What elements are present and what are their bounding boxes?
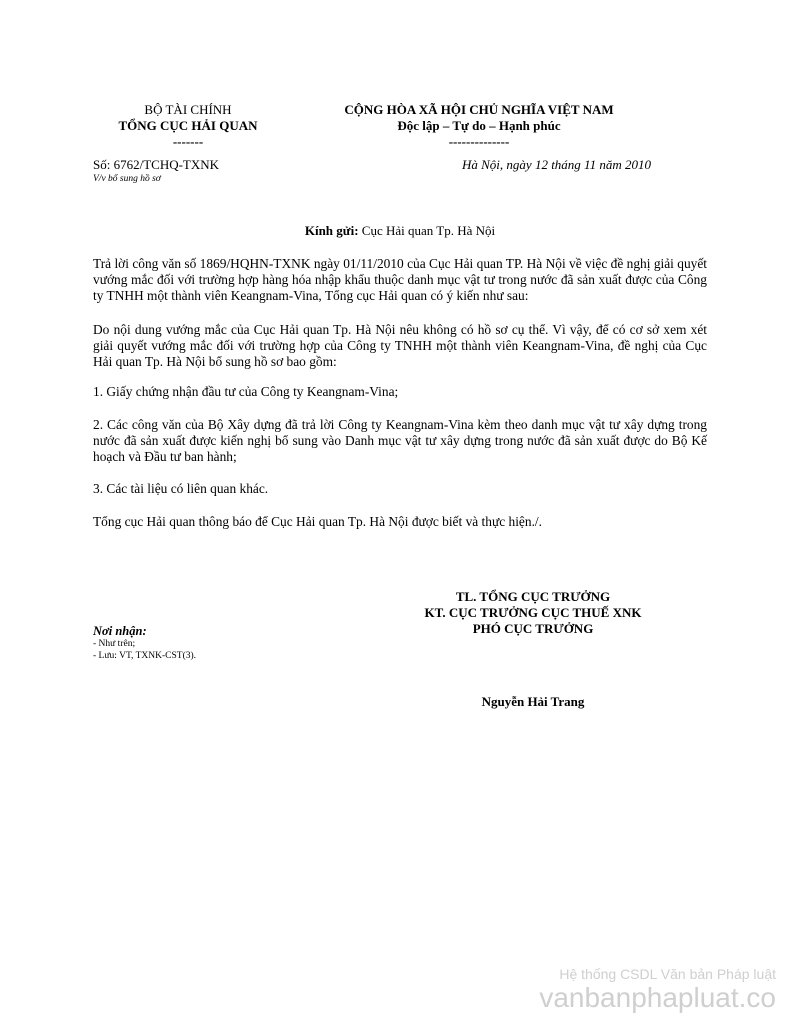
document-number: Số: 6762/TCHQ-TXNK: [93, 157, 220, 172]
list-item-1: 1. Giấy chứng nhận đầu tư của Công ty Keangnam-Vina;: [93, 384, 399, 399]
place-date: Hà Nội, ngày 12 tháng 11 năm 2010: [462, 157, 651, 172]
list-item-2: 2. Các công văn của Bộ Xây dựng đã trả lời Công ty Keangnam-Vina kèm theo danh mục vật tư xây dựng trong nước đã sản xuất được kiến nghị bổ sung vào Danh mục vật tư xây dựng trong nước đã sản xuất được do Bộ Kế hoạch và Đầu tư ban hành;: [93, 417, 707, 465]
ministry-name: BỘ TÀI CHÍNH: [144, 102, 232, 117]
recipient-label: Kính gửi:: [304, 223, 359, 238]
list-item-3: 3. Các tài liệu có liên quan khác.: [93, 481, 269, 496]
recipient-item-1: - Như trên;: [93, 639, 136, 649]
body-paragraph-2: Do nội dung vướng mắc của Cục Hải quan Tp. Hà Nội nêu không có hồ sơ cụ thể. Vì vậy, để có cơ sở xem xét giải quyết vướng mắc đối với trường hợp của Công ty TNHH một thành viên Keangnam-Vina, đề nghị của Cục Hải quan Tp. Hà Nội bổ sung hồ sơ bao gồm:: [93, 322, 707, 370]
header-right-rule: --------------: [448, 134, 510, 149]
closing-paragraph: Tổng cục Hải quan thông báo để Cục Hải quan Tp. Hà Nội được biết và thực hiện./.: [93, 514, 542, 529]
recipients-title: Nơi nhận:: [93, 624, 147, 638]
recipient-item-2: - Lưu: VT, TXNK-CST(3).: [93, 651, 197, 661]
watermark-line-2: vanbanphapluat.co: [539, 982, 776, 1013]
national-title: CỘNG HÒA XÃ HỘI CHỦ NGHĨA VIỆT NAM: [344, 102, 614, 117]
header-left: [83, 102, 293, 150]
signature-line-3: PHÓ CỤC TRƯỞNG: [472, 621, 594, 636]
agency-name: TỔNG CỤC HẢI QUAN: [118, 118, 258, 133]
recipients-block: [93, 624, 196, 662]
signature-line-1: TL. TỔNG CỤC TRƯỞNG: [455, 589, 611, 604]
header-right: [318, 102, 640, 150]
signer-name: Nguyễn Hải Trang: [481, 694, 585, 709]
document-subject: V/v bổ sung hồ sơ: [93, 174, 161, 184]
national-motto: Độc lập – Tự do – Hạnh phúc: [397, 118, 561, 133]
recipient-name: Cục Hải quan Tp. Hà Nội: [361, 223, 496, 238]
body-paragraph-1: Trả lời công văn số 1869/HQHN-TXNK ngày 01/11/2010 của Cục Hải quan TP. Hà Nội về việc đề nghị giải quyết vướng mắc đối với trường hợp hàng hóa nhập khẩu thuộc danh mục vật tư trong nước đã sản xuất được của Công ty TNHH một thành viên Keangnam-Vina, Tổng cục Hải quan có ý kiến như sau:: [93, 256, 707, 304]
signature-block: [388, 589, 678, 637]
header-left-rule: -------: [172, 134, 204, 149]
recipient-line: [93, 223, 707, 239]
signature-line-2: KT. CỤC TRƯỞNG CỤC THUẾ XNK: [424, 605, 642, 620]
watermark-line-1: Hệ thống CSDL Văn bản Pháp luật: [559, 966, 776, 982]
